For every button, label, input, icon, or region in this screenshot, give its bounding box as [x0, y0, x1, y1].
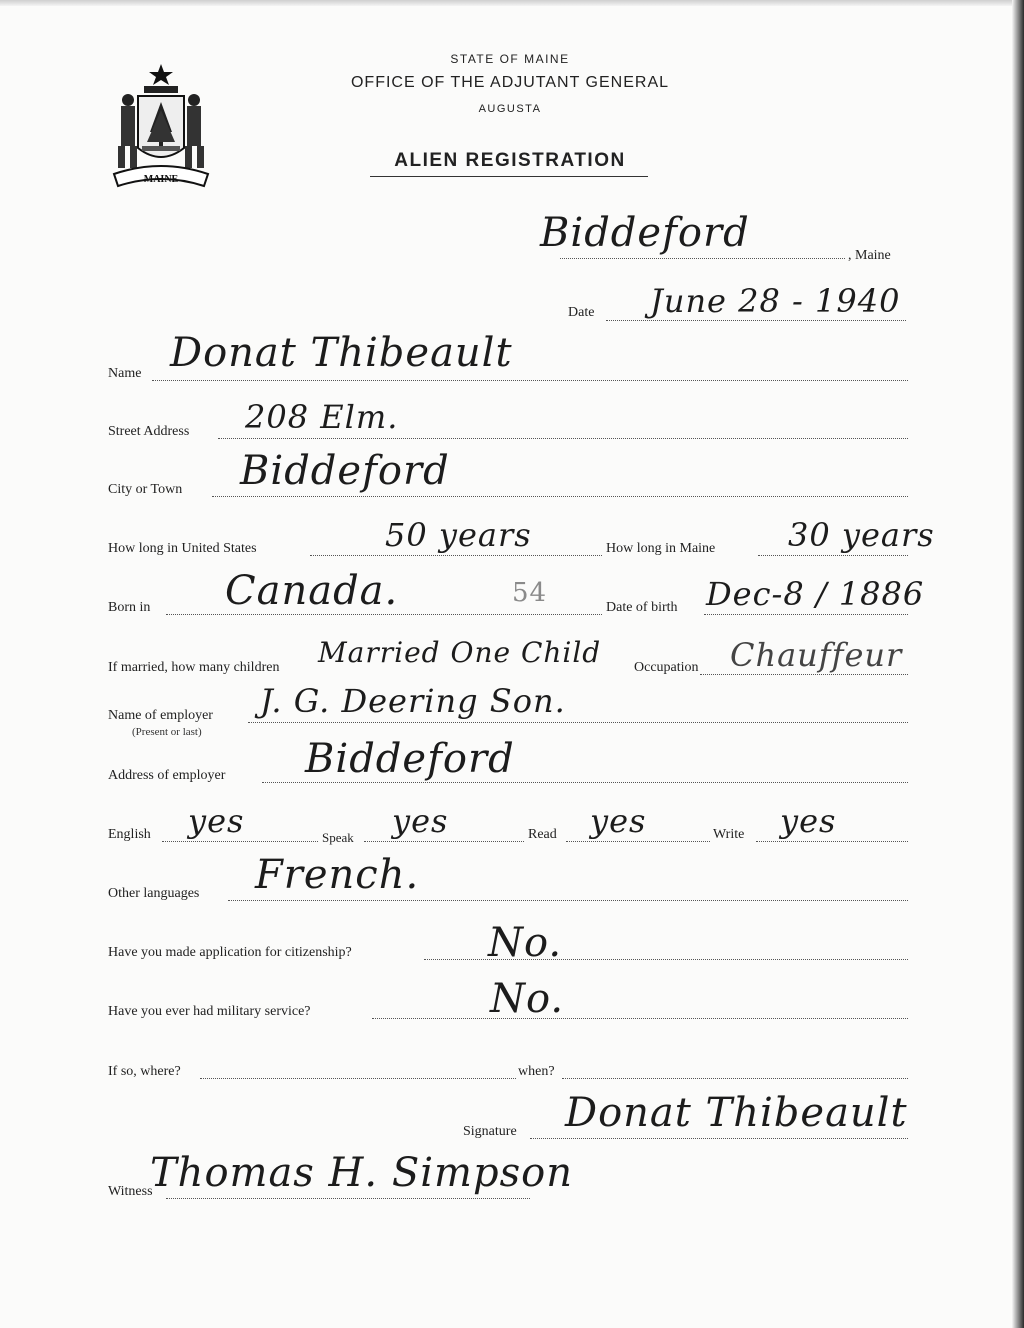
date-line: [606, 320, 906, 321]
birth-line: [704, 614, 908, 615]
place-line: [560, 258, 845, 259]
us-stay-line: [310, 555, 602, 556]
military-line: [372, 1018, 908, 1019]
maine-stay-value: 30 years: [788, 516, 935, 554]
where-label: If so, where?: [108, 1064, 181, 1079]
employer-label: Name of employer: [108, 708, 213, 723]
street-line: [218, 438, 908, 439]
city-value: Biddeford: [240, 448, 450, 494]
other-languages-value: French.: [255, 852, 420, 898]
city-line: [212, 496, 908, 497]
state-seal-icon: [106, 62, 216, 190]
city-label: City or Town: [108, 482, 183, 497]
when-label: when?: [518, 1064, 555, 1079]
street-label: Street Address: [108, 424, 190, 439]
scan-edge-right: [1012, 0, 1024, 1328]
birth-label: Date of birth: [606, 600, 678, 615]
occupation-label: Occupation: [634, 660, 699, 675]
signature-value: Donat Thibeault: [565, 1090, 908, 1136]
name-value: Donat Thibeault: [170, 330, 513, 376]
witness-value: Thomas H. Simpson: [150, 1150, 573, 1196]
employer-line: [248, 722, 908, 723]
form-title: ALIEN REGISTRATION: [394, 150, 626, 171]
date-value: June 28 - 1940: [650, 282, 901, 320]
employer-address-line: [262, 782, 908, 783]
office-heading: OFFICE OF THE ADJUTANT GENERAL: [350, 74, 670, 91]
english-value: yes: [188, 802, 245, 840]
write-line: [756, 841, 908, 842]
occupation-value: Chauffeur: [730, 636, 903, 674]
city-heading: AUGUSTA: [478, 103, 542, 115]
military-value: No.: [490, 976, 565, 1022]
witness-label: Witness: [108, 1184, 153, 1199]
speak-line: [364, 841, 524, 842]
maine-stay-line: [758, 555, 908, 556]
speak-label: Speak: [322, 830, 354, 845]
place-suffix-label: , Maine: [848, 248, 891, 263]
date-label: Date: [568, 305, 595, 320]
write-value: yes: [780, 802, 837, 840]
other-languages-line: [228, 900, 908, 901]
street-value: 208 Elm.: [245, 398, 399, 436]
when-line: [562, 1078, 908, 1079]
citizenship-label: Have you made application for citizenship?: [108, 945, 352, 960]
english-line: [162, 841, 318, 842]
name-line: [152, 380, 908, 381]
write-label: Write: [713, 827, 745, 842]
maine-stay-label: How long in Maine: [606, 541, 716, 556]
signature-line: [530, 1138, 908, 1139]
state-heading: STATE OF MAINE: [450, 52, 570, 66]
seal-text: MAINE: [143, 174, 179, 185]
birth-value: Dec-8 / 1886: [706, 575, 925, 613]
name-label: Name: [108, 366, 142, 381]
place-value: Biddeford: [540, 210, 750, 256]
read-value: yes: [590, 802, 647, 840]
born-value: Canada.: [225, 568, 399, 614]
read-label: Read: [528, 827, 557, 842]
employer-address-label: Address of employer: [108, 768, 226, 783]
title-underline: [370, 176, 648, 177]
us-stay-label: How long in United States: [108, 541, 257, 556]
employer-address-value: Biddeford: [305, 736, 515, 782]
born-line: [166, 614, 602, 615]
witness-line: [166, 1198, 530, 1199]
english-label: English: [108, 827, 151, 842]
scan-edge: [0, 0, 1024, 6]
other-languages-label: Other languages: [108, 886, 200, 901]
us-stay-value: 50 years: [385, 516, 532, 554]
occupation-line: [700, 674, 908, 675]
where-line: [200, 1078, 516, 1079]
employer-value: J. G. Deering Son.: [260, 682, 566, 720]
born-label: Born in: [108, 600, 151, 615]
speak-value: yes: [392, 802, 449, 840]
citizenship-value: No.: [488, 920, 563, 966]
children-value: Married One Child: [318, 636, 602, 669]
employer-sublabel: (Present or last): [132, 726, 202, 738]
children-label: If married, how many children: [108, 660, 280, 675]
military-label: Have you ever had military service?: [108, 1004, 311, 1019]
born-note: 54: [512, 578, 548, 608]
signature-label: Signature: [463, 1124, 517, 1139]
read-line: [566, 841, 710, 842]
